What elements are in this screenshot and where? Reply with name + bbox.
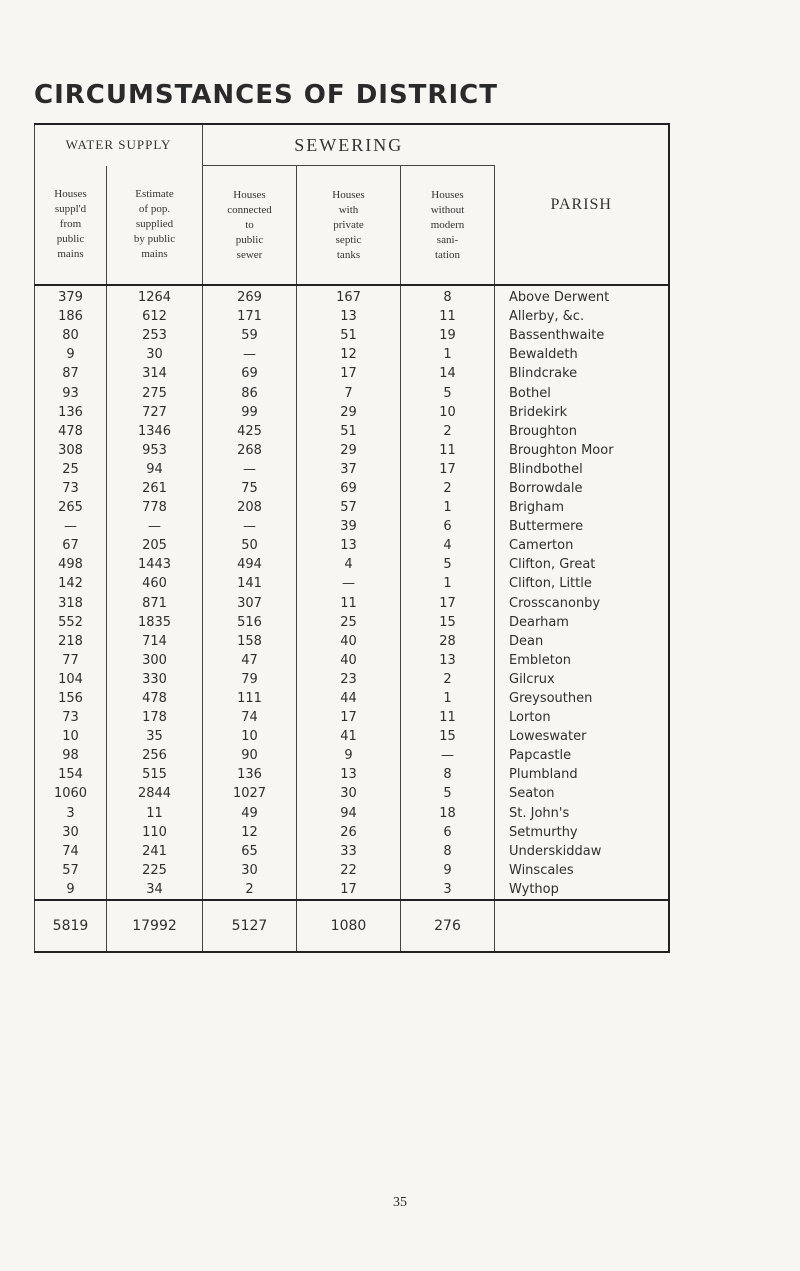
table-row [35, 708, 669, 727]
without-sanitation-cell: 18 [401, 804, 495, 823]
parish-name-cell: Seaton [495, 784, 669, 803]
table-row [35, 460, 669, 479]
sewer-cell: 171 [203, 307, 297, 326]
septic-cell: 17 [297, 880, 401, 900]
total-cell: 1080 [297, 900, 401, 952]
septic-cell: 57 [297, 498, 401, 517]
sewer-cell: 2 [203, 880, 297, 900]
estimate-pop-cell: 612 [107, 307, 203, 326]
without-sanitation-cell: 8 [401, 285, 495, 307]
without-sanitation-cell: 1 [401, 689, 495, 708]
sewer-cell: 111 [203, 689, 297, 708]
estimate-pop-cell: 727 [107, 403, 203, 422]
table-row [35, 670, 669, 689]
table-row [35, 536, 669, 555]
table-row [35, 441, 669, 460]
total-cell [495, 900, 669, 952]
without-sanitation-cell: 8 [401, 765, 495, 784]
septic-cell: 51 [297, 326, 401, 345]
houses-mains-cell: 77 [35, 651, 107, 670]
sewer-cell: 47 [203, 651, 297, 670]
houses-mains-header: Houses suppl'd from public mains [35, 166, 107, 286]
parish-name-cell: Setmurthy [495, 823, 669, 842]
without-sanitation-cell: 11 [401, 441, 495, 460]
without-sanitation-cell: 6 [401, 517, 495, 536]
sewer-cell: 12 [203, 823, 297, 842]
estimate-pop-cell: 261 [107, 479, 203, 498]
total-cell: 5127 [203, 900, 297, 952]
table-row [35, 689, 669, 708]
table-row [35, 285, 669, 307]
without-sanitation-cell: 4 [401, 536, 495, 555]
page-title: CIRCUMSTANCES OF DISTRICT [34, 80, 498, 110]
without-sanitation-cell: 19 [401, 326, 495, 345]
sewer-cell: — [203, 345, 297, 364]
estimate-pop-cell: 1443 [107, 555, 203, 574]
without-sanitation-cell: 6 [401, 823, 495, 842]
houses-mains-cell: 80 [35, 326, 107, 345]
without-sanitation-cell: 2 [401, 479, 495, 498]
table-row [35, 746, 669, 765]
septic-cell: 26 [297, 823, 401, 842]
houses-mains-cell: 154 [35, 765, 107, 784]
parish-name-cell: St. John's [495, 804, 669, 823]
parish-name-cell: Winscales [495, 861, 669, 880]
estimate-pop-cell: 478 [107, 689, 203, 708]
totals-row [35, 900, 669, 952]
houses-mains-cell: 93 [35, 383, 107, 402]
table-row [35, 403, 669, 422]
table-row [35, 383, 669, 402]
septic-header: Houses with private septic tanks [297, 166, 401, 286]
table-row [35, 326, 669, 345]
sewer-cell: 269 [203, 285, 297, 307]
sewer-cell: 516 [203, 613, 297, 632]
without-sanitation-cell: 11 [401, 708, 495, 727]
estimate-pop-cell: 300 [107, 651, 203, 670]
septic-cell: 33 [297, 842, 401, 861]
estimate-pop-cell: 1264 [107, 285, 203, 307]
houses-mains-cell: 186 [35, 307, 107, 326]
houses-mains-cell: 552 [35, 613, 107, 632]
estimate-pop-cell: 256 [107, 746, 203, 765]
sewer-cell: 79 [203, 670, 297, 689]
without-sanitation-cell: 3 [401, 880, 495, 900]
houses-mains-cell: 98 [35, 746, 107, 765]
sewer-cell: 141 [203, 574, 297, 593]
houses-mains-cell: 67 [35, 536, 107, 555]
sewer-header: Houses connected to public sewer [203, 166, 297, 286]
sewer-cell: 307 [203, 594, 297, 613]
septic-cell: 22 [297, 861, 401, 880]
estimate-pop-cell: 314 [107, 364, 203, 383]
sewer-cell: 90 [203, 746, 297, 765]
sewer-cell: — [203, 517, 297, 536]
estimate-pop-cell: 953 [107, 441, 203, 460]
estimate-pop-header: Estimate of pop. supplied by public mains [107, 166, 203, 286]
septic-cell: 12 [297, 345, 401, 364]
table-row [35, 479, 669, 498]
parish-name-cell: Blindbothel [495, 460, 669, 479]
parish-header: PARISH [495, 124, 669, 285]
sewer-cell: 1027 [203, 784, 297, 803]
sewer-cell: 208 [203, 498, 297, 517]
houses-mains-cell: 379 [35, 285, 107, 307]
sewer-cell: 86 [203, 383, 297, 402]
parish-name-cell: Bothel [495, 383, 669, 402]
estimate-pop-cell: 330 [107, 670, 203, 689]
estimate-pop-cell: 30 [107, 345, 203, 364]
without-sanitation-cell: 1 [401, 574, 495, 593]
parish-name-cell: Buttermere [495, 517, 669, 536]
houses-mains-cell: 136 [35, 403, 107, 422]
septic-cell: 13 [297, 307, 401, 326]
table-row [35, 422, 669, 441]
without-sanitation-cell: 13 [401, 651, 495, 670]
parish-name-cell: Lorton [495, 708, 669, 727]
estimate-pop-cell: 515 [107, 765, 203, 784]
sewer-cell: 425 [203, 422, 297, 441]
sewer-cell: — [203, 460, 297, 479]
estimate-pop-cell: 275 [107, 383, 203, 402]
septic-cell: 13 [297, 536, 401, 555]
parish-name-cell: Crosscanonby [495, 594, 669, 613]
parish-name-cell: Bassenthwaite [495, 326, 669, 345]
sewer-cell: 59 [203, 326, 297, 345]
water-supply-header: WATER SUPPLY [35, 124, 203, 166]
houses-mains-cell: 30 [35, 823, 107, 842]
parish-name-cell: Loweswater [495, 727, 669, 746]
parish-name-cell: Clifton, Great [495, 555, 669, 574]
without-sanitation-cell: 15 [401, 727, 495, 746]
total-cell: 5819 [35, 900, 107, 952]
septic-cell: 4 [297, 555, 401, 574]
without-sanitation-cell: 5 [401, 784, 495, 803]
sewer-cell: 99 [203, 403, 297, 422]
septic-cell: 44 [297, 689, 401, 708]
sewer-cell: 136 [203, 765, 297, 784]
sewer-cell: 30 [203, 861, 297, 880]
estimate-pop-cell: 94 [107, 460, 203, 479]
parish-name-cell: Underskiddaw [495, 842, 669, 861]
septic-cell: 17 [297, 708, 401, 727]
septic-cell: 40 [297, 651, 401, 670]
houses-mains-cell: 218 [35, 632, 107, 651]
septic-cell: 37 [297, 460, 401, 479]
table-row [35, 594, 669, 613]
septic-cell: 11 [297, 594, 401, 613]
estimate-pop-cell: 1346 [107, 422, 203, 441]
without-sanitation-cell: 17 [401, 460, 495, 479]
table-row [35, 880, 669, 900]
parish-name-cell: Broughton Moor [495, 441, 669, 460]
without-sanitation-cell: 28 [401, 632, 495, 651]
parish-name-cell: Dearham [495, 613, 669, 632]
houses-mains-cell: 87 [35, 364, 107, 383]
estimate-pop-cell: 35 [107, 727, 203, 746]
without-sanitation-cell: 11 [401, 307, 495, 326]
septic-cell: 9 [297, 746, 401, 765]
without-sanitation-cell: 1 [401, 498, 495, 517]
without-sanitation-cell: 5 [401, 555, 495, 574]
septic-cell: 51 [297, 422, 401, 441]
parish-name-cell: Camerton [495, 536, 669, 555]
septic-cell: 167 [297, 285, 401, 307]
estimate-pop-cell: 205 [107, 536, 203, 555]
septic-cell: 41 [297, 727, 401, 746]
district-circumstances-table [34, 123, 670, 953]
septic-cell: 17 [297, 364, 401, 383]
without-sanitation-cell: 8 [401, 842, 495, 861]
table-row [35, 632, 669, 651]
estimate-pop-cell: 11 [107, 804, 203, 823]
estimate-pop-cell: 460 [107, 574, 203, 593]
table-row [35, 765, 669, 784]
houses-mains-cell: 73 [35, 479, 107, 498]
parish-name-cell: Dean [495, 632, 669, 651]
table-row [35, 307, 669, 326]
parish-name-cell: Bridekirk [495, 403, 669, 422]
table-row [35, 345, 669, 364]
without-sanitation-cell: 1 [401, 345, 495, 364]
estimate-pop-cell: 1835 [107, 613, 203, 632]
without-sanitation-cell: — [401, 746, 495, 765]
parish-name-cell: Embleton [495, 651, 669, 670]
parish-name-cell: Plumbland [495, 765, 669, 784]
septic-cell: 23 [297, 670, 401, 689]
table-row [35, 861, 669, 880]
houses-mains-cell: 265 [35, 498, 107, 517]
houses-mains-cell: 10 [35, 727, 107, 746]
sewer-cell: 50 [203, 536, 297, 555]
without-sanitation-cell: 15 [401, 613, 495, 632]
sewer-cell: 69 [203, 364, 297, 383]
estimate-pop-cell: 110 [107, 823, 203, 842]
houses-mains-cell: 73 [35, 708, 107, 727]
table-row [35, 823, 669, 842]
septic-cell: 25 [297, 613, 401, 632]
parish-name-cell: Broughton [495, 422, 669, 441]
table-row [35, 804, 669, 823]
septic-cell: 29 [297, 403, 401, 422]
houses-mains-cell: 308 [35, 441, 107, 460]
estimate-pop-cell: 778 [107, 498, 203, 517]
parish-name-cell: Blindcrake [495, 364, 669, 383]
estimate-pop-cell: 253 [107, 326, 203, 345]
parish-name-cell: Above Derwent [495, 285, 669, 307]
estimate-pop-cell: 225 [107, 861, 203, 880]
without-sanitation-cell: 10 [401, 403, 495, 422]
septic-cell: 7 [297, 383, 401, 402]
septic-cell: 13 [297, 765, 401, 784]
table-row [35, 613, 669, 632]
houses-mains-cell: — [35, 517, 107, 536]
sewer-cell: 75 [203, 479, 297, 498]
houses-mains-cell: 74 [35, 842, 107, 861]
houses-mains-cell: 318 [35, 594, 107, 613]
table-row [35, 651, 669, 670]
houses-mains-cell: 156 [35, 689, 107, 708]
parish-name-cell: Borrowdale [495, 479, 669, 498]
houses-mains-cell: 57 [35, 861, 107, 880]
parish-name-cell: Papcastle [495, 746, 669, 765]
table-row [35, 574, 669, 593]
parish-name-cell: Bewaldeth [495, 345, 669, 364]
table-row [35, 727, 669, 746]
houses-mains-cell: 3 [35, 804, 107, 823]
parish-name-cell: Allerby, &c. [495, 307, 669, 326]
sewer-cell: 158 [203, 632, 297, 651]
sewering-header: SEWERING [203, 124, 495, 166]
page-number: 35 [393, 1195, 407, 1210]
total-cell: 17992 [107, 900, 203, 952]
houses-mains-cell: 1060 [35, 784, 107, 803]
table-row [35, 842, 669, 861]
estimate-pop-cell: — [107, 517, 203, 536]
houses-mains-cell: 104 [35, 670, 107, 689]
houses-mains-cell: 9 [35, 880, 107, 900]
table-row [35, 784, 669, 803]
without-sanitation-cell: 9 [401, 861, 495, 880]
parish-name-cell: Gilcrux [495, 670, 669, 689]
sewer-cell: 494 [203, 555, 297, 574]
without-sanitation-cell: 17 [401, 594, 495, 613]
estimate-pop-cell: 34 [107, 880, 203, 900]
houses-mains-cell: 25 [35, 460, 107, 479]
table-row [35, 517, 669, 536]
sewer-cell: 10 [203, 727, 297, 746]
parish-name-cell: Brigham [495, 498, 669, 517]
without-sanitation-cell: 5 [401, 383, 495, 402]
septic-cell: 69 [297, 479, 401, 498]
table-row [35, 555, 669, 574]
sewer-cell: 74 [203, 708, 297, 727]
septic-cell: 94 [297, 804, 401, 823]
estimate-pop-cell: 178 [107, 708, 203, 727]
table-row [35, 498, 669, 517]
parish-name-cell: Wythop [495, 880, 669, 900]
without-sanitation-header: Houses without modern sani- tation [401, 166, 495, 286]
septic-cell: 40 [297, 632, 401, 651]
total-cell: 276 [401, 900, 495, 952]
estimate-pop-cell: 2844 [107, 784, 203, 803]
sewer-cell: 49 [203, 804, 297, 823]
estimate-pop-cell: 871 [107, 594, 203, 613]
without-sanitation-cell: 2 [401, 670, 495, 689]
parish-name-cell: Greysouthen [495, 689, 669, 708]
without-sanitation-cell: 14 [401, 364, 495, 383]
septic-cell: 39 [297, 517, 401, 536]
table-row [35, 364, 669, 383]
septic-cell: — [297, 574, 401, 593]
houses-mains-cell: 498 [35, 555, 107, 574]
without-sanitation-cell: 2 [401, 422, 495, 441]
estimate-pop-cell: 241 [107, 842, 203, 861]
houses-mains-cell: 478 [35, 422, 107, 441]
houses-mains-cell: 142 [35, 574, 107, 593]
septic-cell: 30 [297, 784, 401, 803]
houses-mains-cell: 9 [35, 345, 107, 364]
parish-name-cell: Clifton, Little [495, 574, 669, 593]
sewer-cell: 65 [203, 842, 297, 861]
sewer-cell: 268 [203, 441, 297, 460]
septic-cell: 29 [297, 441, 401, 460]
estimate-pop-cell: 714 [107, 632, 203, 651]
